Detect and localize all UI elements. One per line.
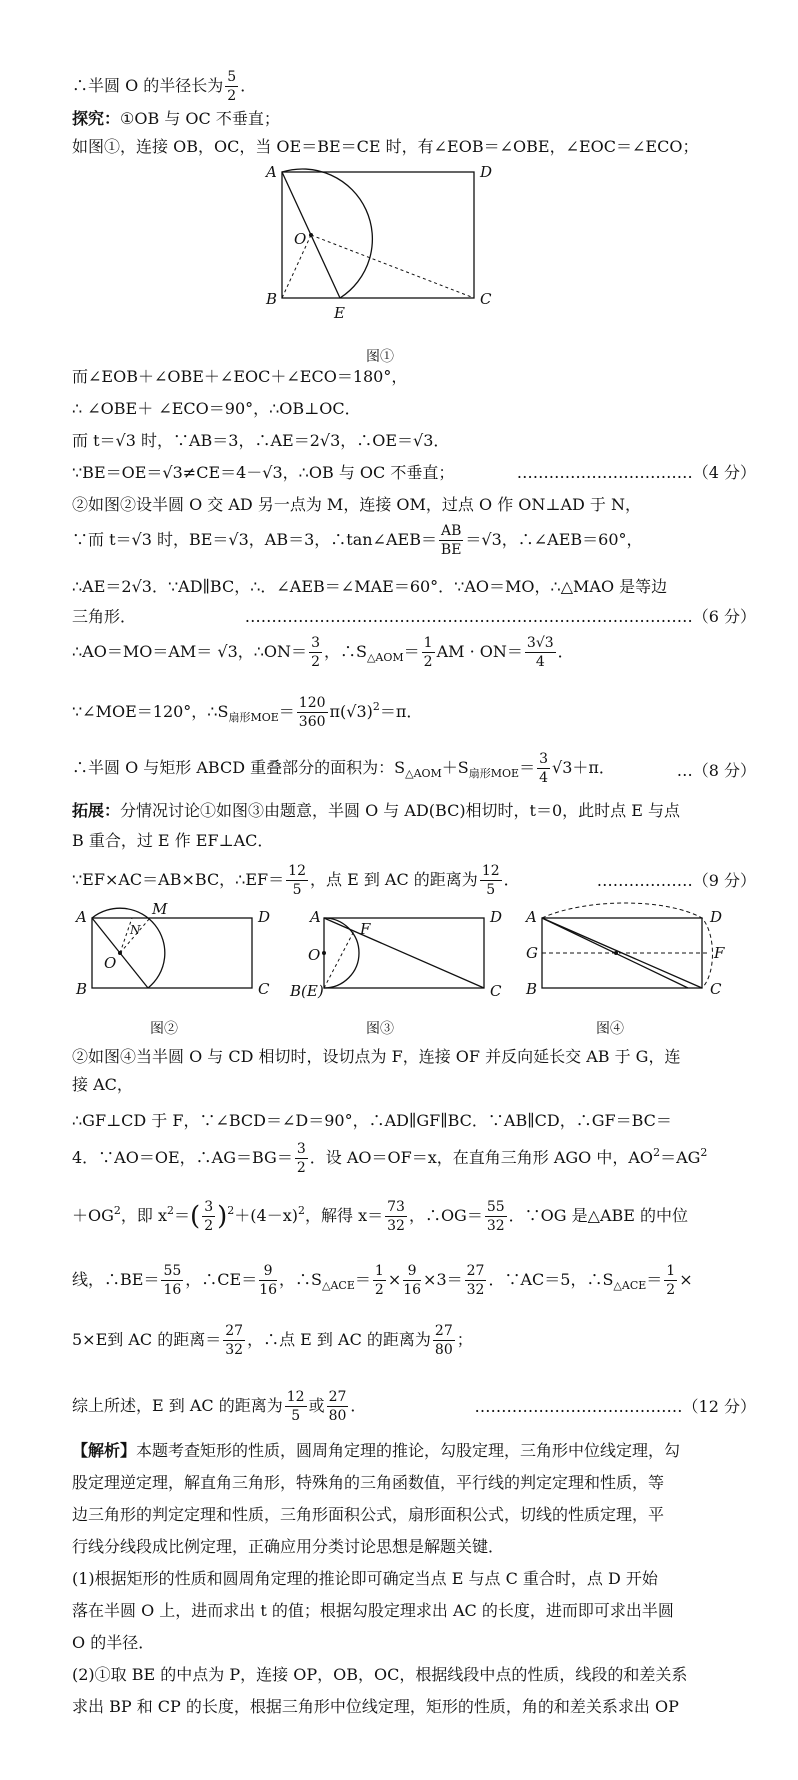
fraction (385, 1198, 407, 1235)
text: π(√3) (329, 702, 373, 721)
semicircle-arc (324, 918, 359, 988)
label-f: F (714, 944, 725, 962)
subscript: △ACE (322, 1279, 355, 1292)
label-d: D (490, 908, 503, 926)
text: 5×E到 AC 的距离＝ (72, 1330, 222, 1349)
score: ………………（9 分） (596, 871, 756, 890)
text: × (679, 1270, 693, 1289)
text-line: ∴ ∠OBE＋ ∠ECO＝90°，∴OB⊥OC． (72, 399, 361, 418)
text: ； (456, 1330, 473, 1349)
numerator: 3√3 (526, 635, 554, 651)
numerator: 12 (288, 863, 306, 879)
text: ，即 x (120, 1206, 168, 1225)
text: ∴半圆 O 与矩形 ABCD 重叠部分的面积为：S (72, 758, 406, 777)
denominator: 5 (486, 882, 496, 898)
text: ．∵OG 是△ABE 的中位 (508, 1206, 689, 1225)
denominator: BE (440, 542, 462, 558)
text: ＝√3，∴∠AEB＝60°， (465, 530, 643, 549)
text-line (72, 862, 520, 899)
text: ×3＝ (423, 1270, 463, 1289)
label-b: B(E) (290, 982, 324, 1000)
text-line (72, 800, 680, 822)
text: × (387, 1270, 402, 1289)
semicircle-arc (92, 908, 165, 988)
center-o (118, 951, 122, 955)
text-line (72, 634, 574, 671)
score: …………………………………………………………………………（6 分） (244, 607, 756, 626)
numerator: 27 (434, 1323, 453, 1339)
text: ，解得 x＝ (304, 1206, 384, 1225)
text: ＝AG (660, 1148, 701, 1167)
section-heading: 探究： (72, 109, 121, 128)
numerator: 3 (311, 635, 320, 651)
label-a: A (526, 908, 537, 926)
numerator: 12 (481, 863, 500, 879)
text-line: ∴AE＝2√3．∵AD∥BC，∴．∠AEB＝∠MAE＝60°．∵AO＝MO，∴△MAO 是等边 (72, 577, 668, 596)
figure-4 (516, 904, 746, 1014)
superscript: 2 (700, 1146, 708, 1159)
text-line: $+OG^2$，即 $x^2=$( $\frac{3}{2}$ )$^2+(4-x)^2$，解得 x＝ $\frac{73}{32}$ ，∴OG＝ $\frac{55}{32}$ ．∵OG 是△ABE 的中位 (72, 1199, 689, 1234)
subscript: △ACE (613, 1279, 647, 1292)
figure-2-caption: 图② (150, 1021, 178, 1037)
denominator: 2 (374, 1282, 384, 1298)
text-line: 落在半圆 O 上，进而求出 t 的值；根据勾股定理求出 AC 的长度，进而即可求出半圆 (72, 1601, 674, 1620)
fraction (403, 1262, 421, 1299)
fraction (439, 522, 463, 559)
label-a: A (310, 908, 321, 926)
denominator: 32 (486, 1218, 505, 1234)
superscript: 2 (113, 1204, 121, 1217)
text: ，∴点 E 到 AC 的距离为 (247, 1330, 431, 1349)
rect-abcd (92, 918, 252, 988)
text: ＋S (441, 758, 469, 777)
text: ．∵AC＝5，∴S (488, 1270, 614, 1289)
fraction (327, 1388, 349, 1425)
score: ……………………………（4 分） (516, 463, 756, 482)
subscript: 扇形MOE (468, 767, 520, 780)
label-a: A (76, 908, 87, 926)
text-line: 如图①，连接 OB，OC，当 OE＝BE＝CE 时，有∠EOB＝∠OBE，∠EOC＝∠ECO； (72, 137, 699, 156)
text: ． (503, 870, 520, 889)
label-d: D (710, 908, 723, 926)
label-o: O (294, 230, 307, 248)
numerator: 73 (387, 1199, 405, 1215)
label-b: B (526, 980, 538, 998)
text: 或 (308, 1396, 325, 1415)
label-a: A (266, 163, 277, 181)
diagonal-ac (324, 918, 484, 988)
score: …………………………………（12 分） (474, 1397, 756, 1416)
numerator: 5 (227, 69, 237, 85)
denominator: 32 (466, 1282, 485, 1298)
denominator: 16 (163, 1282, 182, 1298)
numerator: 55 (163, 1263, 182, 1279)
text: ，∴OG＝ (408, 1206, 483, 1225)
fraction (223, 1322, 245, 1359)
figure-3 (290, 904, 510, 1014)
denominator: 16 (259, 1282, 278, 1298)
text: ①OB 与 OC 不垂直； (120, 109, 280, 128)
text-line: ∴GF⊥CD 于 F，∵∠BCD＝∠D＝90°，∴AD∥GF∥BC．∵AB∥CD，∴GF＝BC＝ (72, 1111, 672, 1130)
text-line (72, 694, 422, 731)
text: ＝ (174, 1206, 191, 1225)
superscript: 2 (653, 1146, 661, 1159)
text-line (72, 1262, 693, 1299)
fraction (161, 1262, 183, 1299)
fraction (480, 862, 502, 899)
denominator: 2 (296, 1160, 306, 1176)
label-n: N (130, 923, 141, 937)
text: ＝ (519, 758, 536, 777)
denominator: 2 (227, 88, 237, 104)
text: ∵而 t＝√3 时，BE＝√3，AB＝3，∴tan∠AEB＝ (72, 530, 437, 549)
fraction (202, 1198, 215, 1235)
figure-1 (260, 162, 493, 342)
text: ＋(4－x) (234, 1206, 298, 1225)
text-line: (1)根据矩形的性质和圆周角定理的推论即可确定当点 E 与点 C 重合时，点 D 开始 (72, 1569, 658, 1588)
numerator: 27 (466, 1263, 485, 1279)
text-line: 三角形． (72, 607, 137, 626)
fraction (465, 1262, 487, 1299)
text: 综上所述，E 到 AC 的距离为 (72, 1396, 283, 1415)
center-o (309, 233, 313, 237)
fraction (309, 634, 322, 671)
numerator: 12 (286, 1389, 305, 1405)
text-line (72, 750, 615, 787)
denominator: 32 (387, 1218, 405, 1234)
subscript: △AOM (366, 651, 404, 664)
label-o: O (104, 954, 117, 972)
figure-3-caption: 图③ (366, 1021, 394, 1037)
fraction (485, 1198, 507, 1235)
text-line (72, 522, 643, 559)
text: ＝π． (379, 702, 423, 721)
text-line: 而 t＝√3 时，∵AB＝3，∴AE＝2√3，∴OE＝√3． (72, 431, 450, 450)
fraction (433, 1322, 455, 1359)
text-line: 接 AC， (72, 1075, 133, 1094)
text-line: B 重合，过 E 作 EF⊥AC． (72, 831, 274, 850)
text: ，∴S (279, 1270, 323, 1289)
text: ． (557, 642, 574, 661)
text: 本题考查矩形的性质，圆周角定理的推论，勾股定理，三角形中位线定理，勾 (136, 1441, 681, 1460)
fraction (295, 1140, 308, 1177)
score: …（8 分） (676, 761, 756, 780)
label-c: C (490, 982, 502, 1000)
fraction (537, 750, 550, 787)
numerator: 3 (296, 1141, 306, 1157)
section-heading: 【解析】 (72, 1441, 137, 1460)
text-line: 行线分线段成比例定理，正确应用分类讨论思想是解题关键． (72, 1537, 505, 1556)
text-line (72, 1440, 680, 1462)
numerator: 3 (204, 1199, 214, 1215)
superscript: 2 (372, 700, 380, 713)
fraction (422, 634, 435, 671)
text-line (72, 1322, 473, 1359)
numerator: 55 (486, 1199, 505, 1215)
label-c: C (258, 980, 270, 998)
numerator: 120 (298, 695, 326, 711)
segment-ef (324, 931, 354, 988)
label-d: D (480, 163, 493, 181)
text-line: ②如图②设半圆 O 交 AD 另一点为 M，连接 OM，过点 O 作 ON⊥AD 于 N， (72, 495, 641, 514)
numerator: 3 (539, 751, 549, 767)
denominator: 5 (292, 882, 302, 898)
text-line: 股定理逆定理，解直角三角形，特殊角的三角函数值，平行线的判定定理和性质，等 (72, 1473, 665, 1492)
subscript: 扇形MOE (228, 711, 279, 724)
text: ，点 E 到 AC 的距离为 (309, 870, 478, 889)
text-line (72, 108, 280, 130)
text-line: ∴半圆 O 的半径长为 $\frac{5}{2}$ ． (72, 69, 257, 104)
numerator: 1 (374, 1263, 384, 1279)
label-d: D (258, 908, 271, 926)
text: ＝ (354, 1270, 371, 1289)
label-b: B (266, 290, 278, 308)
superscript: 2 (227, 1204, 235, 1217)
numerator: 9 (259, 1262, 277, 1281)
label-f: F (360, 920, 371, 938)
center-o (322, 951, 326, 955)
label-o: O (308, 946, 321, 964)
text: ∴AO＝MO＝AM＝ √3，∴ON＝ (72, 642, 308, 661)
text-line: 边三角形的判定定理和性质，三角形面积公式，扇形面积公式，切线的性质定理，平 (72, 1505, 665, 1524)
denominator: 16 (403, 1282, 422, 1298)
text: 分情况讨论①如图③由题意，半圆 O 与 AD(BC)相切时，t＝0，此时点 E 与点 (120, 801, 681, 820)
label-c: C (710, 980, 722, 998)
numerator: 1 (423, 635, 433, 651)
denominator: 5 (291, 1408, 301, 1424)
denominator: 32 (225, 1342, 244, 1358)
center-o (614, 951, 618, 955)
text: ∴半圆 O 的半径长为 (72, 76, 224, 95)
text-line: (2)①取 BE 的中点为 P，连接 OP，OB，OC，根据线段中点的性质，线段的和差关系 (72, 1665, 688, 1684)
text: ． (350, 1396, 367, 1415)
denominator: 80 (434, 1342, 453, 1358)
label-e: E (334, 304, 345, 322)
numerator: 27 (328, 1389, 347, 1405)
figure-2 (72, 900, 282, 1014)
label-m: M (152, 900, 168, 918)
text-line: 求出 BP 和 CP 的长度，根据三角形中位线定理，矩形的性质，角的和差关系求出 OP (72, 1697, 679, 1716)
numerator: 9 (403, 1262, 421, 1281)
text: ＋OG (72, 1206, 114, 1225)
numerator: 27 (225, 1323, 244, 1339)
text: ∵EF×AC＝AB×BC，∴EF＝ (72, 870, 285, 889)
text: ，∴CE＝ (185, 1270, 258, 1289)
denominator: 360 (298, 714, 326, 730)
fraction (373, 1262, 386, 1299)
figure-4-caption: 图④ (596, 1021, 624, 1037)
fraction (664, 1262, 677, 1299)
superscript: 2 (297, 1204, 305, 1217)
fraction (285, 1388, 307, 1425)
numerator: 1 (666, 1263, 676, 1279)
text-line: O 的半径． (72, 1633, 155, 1652)
label-b: B (76, 980, 88, 998)
section-heading: 拓展： (72, 801, 121, 820)
denominator: 2 (666, 1282, 676, 1298)
fraction (525, 634, 556, 671)
text: AM · ON＝ (436, 642, 523, 661)
fraction (286, 862, 308, 899)
text: ，∴S (323, 642, 367, 661)
denominator: 2 (423, 654, 433, 670)
denominator: 2 (204, 1218, 214, 1234)
denominator: 2 (311, 654, 320, 670)
superscript: 2 (167, 1204, 175, 1217)
text-line: ∵BE＝OE＝√3≠CE＝4－√3，∴OB 与 OC 不垂直； (72, 463, 455, 482)
text-line (72, 1140, 707, 1177)
numerator: AB (440, 523, 462, 539)
text: ＝ (646, 1270, 663, 1289)
denominator: 80 (328, 1408, 347, 1424)
figure-1-caption: 图① (366, 349, 394, 365)
text: ∵∠MOE＝120°，∴S (72, 702, 229, 721)
fraction (297, 694, 328, 731)
fraction (225, 68, 238, 105)
denominator: 4 (535, 654, 545, 670)
text: 4．∵AO＝OE，∴AG＝BG＝ (72, 1148, 293, 1167)
text-line (72, 1388, 366, 1425)
text: ＝ (403, 642, 420, 661)
semicircle-arc (542, 903, 713, 988)
text-line: 而∠EOB＋∠OBE＋∠EOC＋∠ECO＝180°， (72, 367, 408, 386)
denominator: 4 (539, 770, 549, 786)
label-c: C (480, 290, 492, 308)
text-line: ②如图④当半圆 O 与 CD 相切时，设切点为 F，连接 OF 并反向延长交 AB 于 G，连 (72, 1047, 681, 1066)
text: √3＋π． (552, 758, 615, 777)
fraction (259, 1262, 277, 1299)
text: ．设 AO＝OF＝x，在直角三角形 AGO 中，AO (309, 1148, 654, 1167)
subscript: △AOM (405, 767, 442, 780)
text: ＝ (278, 702, 295, 721)
text: 线，∴BE＝ (72, 1270, 160, 1289)
label-g: G (526, 944, 538, 962)
